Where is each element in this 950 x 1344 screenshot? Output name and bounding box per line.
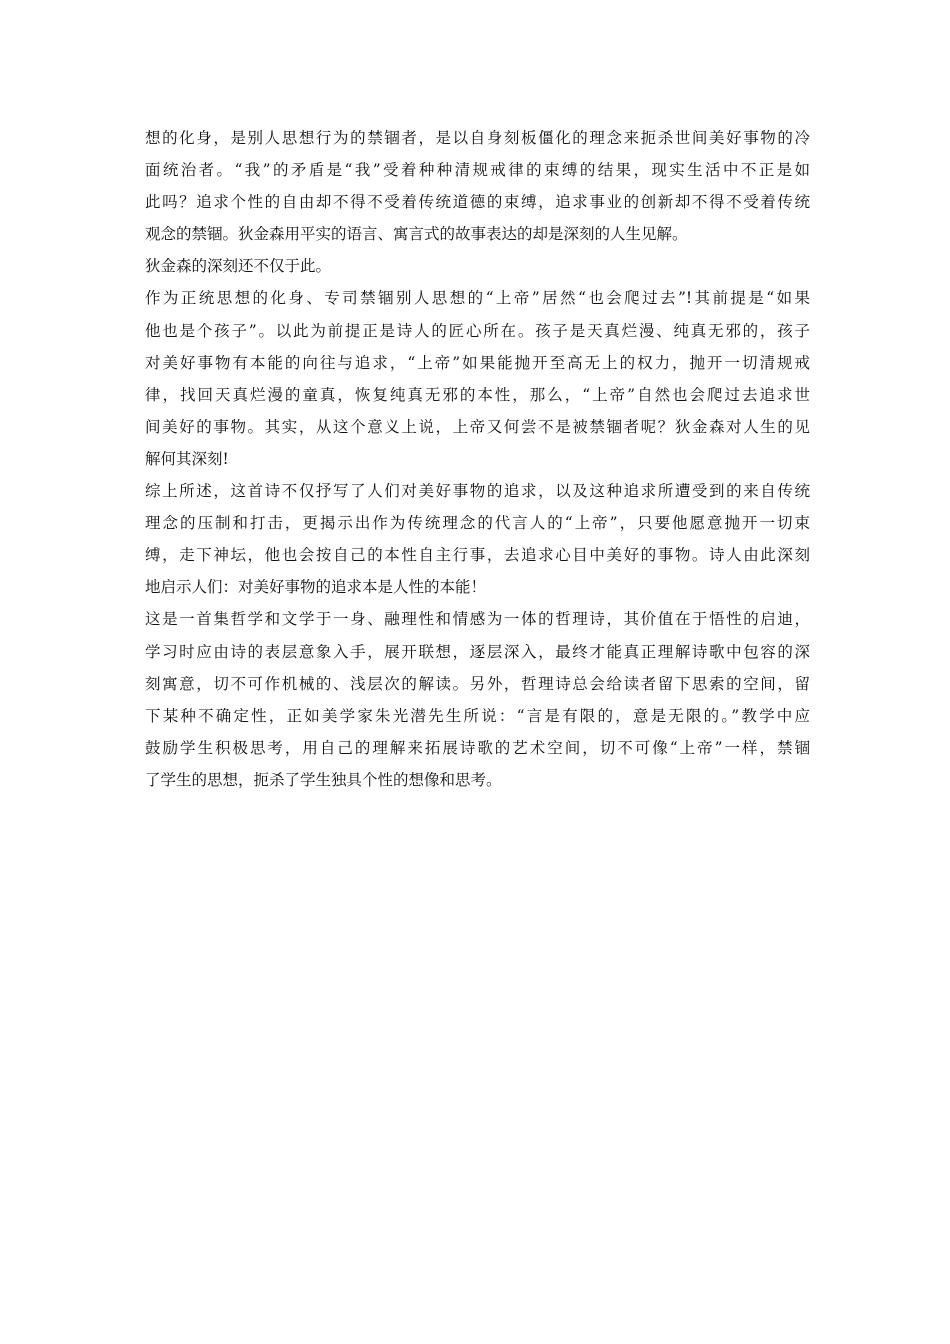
text-line: 综上所述，这首诗不仅抒写了人们对美好事物的追求，以及这种追求所遭受到的来自传统	[145, 482, 810, 501]
text-line: 理念的压制和打击，更揭示出作为传统理念的代言人的“上帝”，只要他愿意抛开一切束	[145, 514, 810, 533]
text-line: 地启示人们：对美好事物的追求本是人性的本能！	[145, 578, 487, 597]
text-line: 下某种不确定性，正如美学家朱光潜先生所说：“言是有限的，意是无限的。”教学中应	[145, 706, 810, 725]
paragraph-1	[145, 122, 810, 250]
text-line: 作为正统思想的化身、专司禁锢别人思想的“上帝”居然“也会爬过去”!其前提是“如果	[145, 289, 810, 308]
text-line: 了学生的思想，扼杀了学生独具个性的想像和思考。	[145, 770, 502, 789]
paragraph-5	[145, 603, 810, 796]
text-line: 这是一首集哲学和文学于一身、融理性和情感为一体的哲理诗，其价值在于悟性的启迪，	[145, 610, 810, 629]
text-line: 鼓励学生积极思考，用自己的理解来拓展诗歌的艺术空间，切不可像“上帝”一样，禁锢	[145, 738, 810, 757]
paragraph-4	[145, 475, 810, 603]
text-line: 间美好的事物。其实，从这个意义上说，上帝又何尝不是被禁锢者呢？狄金森对人生的见	[145, 417, 810, 436]
text-line: 解何其深刻!	[145, 449, 229, 468]
document-body	[145, 122, 810, 796]
text-line: 想的化身，是别人思想行为的禁锢者，是以自身刻板僵化的理念来扼杀世间美好事物的冷	[145, 129, 810, 147]
text-line: 律，找回天真烂漫的童真，恢复纯真无邪的本性，那么，“上帝”自然也会爬过去追求世	[145, 385, 810, 404]
paragraph-2	[145, 250, 810, 282]
text-line: 学习时应由诗的表层意象入手，展开联想，逐层深入，最终才能真正理解诗歌中包容的深	[145, 642, 810, 661]
text-line: 观念的禁锢。狄金森用平实的语言、寓言式的故事表达的却是深刻的人生见解。	[145, 225, 688, 244]
text-line: 狄金森的深刻还不仅于此。	[145, 257, 332, 276]
text-line: 缚，走下神坛，他也会按自己的本性自主行事，去追求心目中美好的事物。诗人由此深刻	[145, 546, 810, 565]
paragraph-3	[145, 282, 810, 475]
text-line: 刻寓意，切不可作机械的、浅层次的解读。另外，哲理诗总会给读者留下思索的空间，留	[145, 674, 810, 693]
text-line: 对美好事物有本能的向往与追求，“上帝”如果能抛开至高无上的权力，抛开一切清规戒	[145, 353, 810, 372]
text-line: 面统治者。“我”的矛盾是“我”受着种种清规戒律的束缚的结果，现实生活中不正是如	[145, 161, 810, 180]
text-line: 此吗？追求个性的自由却不得不受着传统道德的束缚，追求事业的创新却不得不受着传统	[145, 193, 810, 212]
text-line: 他也是个孩子”。以此为前提正是诗人的匠心所在。孩子是天真烂漫、纯真无邪的，孩子	[145, 321, 810, 340]
